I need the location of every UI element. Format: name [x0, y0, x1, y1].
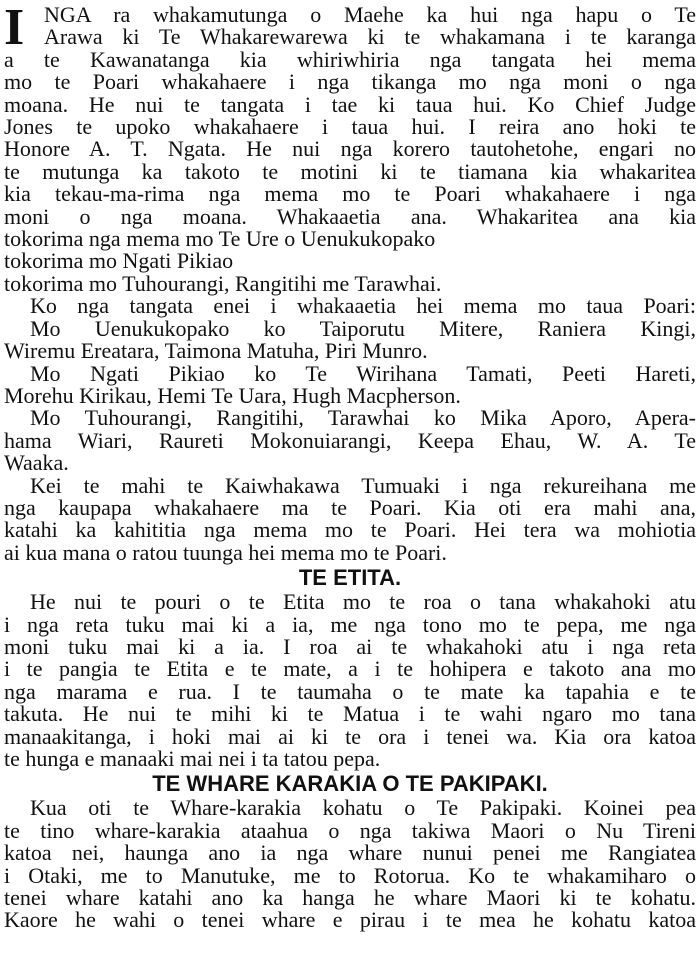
text-line: nga kaupapa whakahaere ma te Poari. Kia oti era mahi ana,	[4, 494, 696, 520]
text-line: te tino whare-karakia ataahua o nga takiwa Maori o Nu Tireni	[4, 817, 696, 843]
text-line: te mutunga ka takoto te motini ki te tiamana kia whakaritea	[4, 158, 696, 184]
text-line: Kua oti te Whare-karakia kohatu o Te Pakipaki. Koinei pea	[30, 795, 696, 821]
section-heading: TE ETITA.	[298, 565, 402, 591]
text-line: Mo Tuhourangi, Rangitihi, Tarawhai ko Mika Aporo, Apera-	[30, 405, 696, 431]
text-line: i nga reta tuku mai ki a ia, me nga tono mo te pepa, me nga	[4, 611, 696, 637]
text-line: takuta. He nui te mihi ki te Matua i te wahi ngaro mo tana	[4, 701, 696, 727]
text-line: tokorima mo Ngati Pikiao	[4, 248, 234, 274]
text-line: Morehu Kirikau, Hemi Te Uara, Hugh Macpherson.	[4, 382, 461, 408]
text-line: tokorima nga mema mo Te Ure o Uenukukopako	[4, 226, 436, 252]
text-line: moni o nga moana. Whakaaetia ana. Whakaritea ana kia	[4, 203, 696, 229]
text-line: tenei whare katahi ano ka hanga he whare Maori ki te kohatu.	[4, 885, 696, 911]
text-line: ai kua mana o ratou tuunga hei mema mo te Poari.	[4, 539, 447, 565]
text-line: Mo Uenukukopako ko Taiporutu Mitere, Raniera Kingi,	[30, 315, 696, 341]
text-line: mo te Poari whakahaere i nga tikanga mo nga moni o nga	[4, 69, 696, 95]
text-line: Wiremu Ereatara, Taimona Matuha, Piri Munro.	[4, 338, 428, 364]
text-line: moana. He nui te tangata i tae ki taua hui. Ko Chief Judge	[4, 91, 696, 117]
text-line: Kaore he wahi o tenei whare e pirau i te mea he kohatu katoa	[4, 907, 696, 933]
text-line: i te pangia te Etita e te mate, a i te hohipera e takoto ana mo	[4, 656, 696, 682]
article-te-etita	[4, 565, 696, 770]
text-line: Arawa ki Te Whakarewarewa ki te whakamana i te karanga	[44, 24, 696, 50]
text-line: hama Wiari, Raureti Mokonuiarangi, Keepa Ehau, W. A. Te	[4, 427, 696, 453]
newspaper-page	[4, 0, 696, 972]
text-line: Ko nga tangata enei i whakaaetia hei mema mo taua Poari:	[30, 293, 696, 319]
text-line: te hunga e manaaki mai nei i ta tatou pepa.	[4, 746, 381, 771]
text-line: Waaka.	[4, 450, 69, 476]
text-line: katoa nei, haunga ano ia nga whare nunui penei me Rangiatea	[4, 840, 696, 866]
text-line: Kei te mahi te Kaiwhakawa Tumuaki i nga rekureihana me	[30, 472, 696, 498]
drop-cap: I	[4, 0, 25, 56]
text-line: moni tuku mai ki a ia. I roa ai te whakahoki atu i nga reta	[4, 633, 696, 659]
section-heading: TE WHARE KARAKIA O TE PAKIPAKI.	[152, 771, 548, 797]
text-line: Honore A. T. Ngata. He nui nga korero tautohetohe, engari no	[4, 136, 696, 162]
text-line: i Otaki, me to Manutuke, me to Rotorua. Ko te whakamiharo o	[4, 862, 696, 888]
article-whare-karakia	[4, 771, 696, 931]
text-line: a te Kawanatanga kia whiriwhiria nga tangata hei mema	[4, 46, 696, 72]
text-line: kia tekau-ma-rima nga mema mo te Poari whakahaere i nga	[4, 181, 696, 207]
article-hui-te-arawa	[4, 0, 696, 565]
text-line: katahi ka kahititia nga mema mo te Poari. Hei tera wa mohiotia	[4, 517, 696, 543]
text-line: tokorima mo Tuhourangi, Rangitihi me Tarawhai.	[4, 270, 442, 296]
text-line: He nui te pouri o te Etita mo te roa o tana whakahoki atu	[30, 589, 696, 615]
text-line: NGA ra whakamutunga o Maehe ka hui nga hapu o Te	[44, 2, 696, 27]
text-line: nga marama e rua. I te taumaha o te mate ka tapahia e te	[4, 678, 696, 704]
text-line: Jones te upoko whakahaere i taua hui. I reira ano hoki te	[4, 114, 696, 140]
text-line: manaakitanga, i hoki mai ai ki te ora i tenei wa. Kia ora katoa	[4, 723, 696, 749]
text-line: Mo Ngati Pikiao ko Te Wirihana Tamati, Peeti Hareti,	[30, 360, 696, 386]
